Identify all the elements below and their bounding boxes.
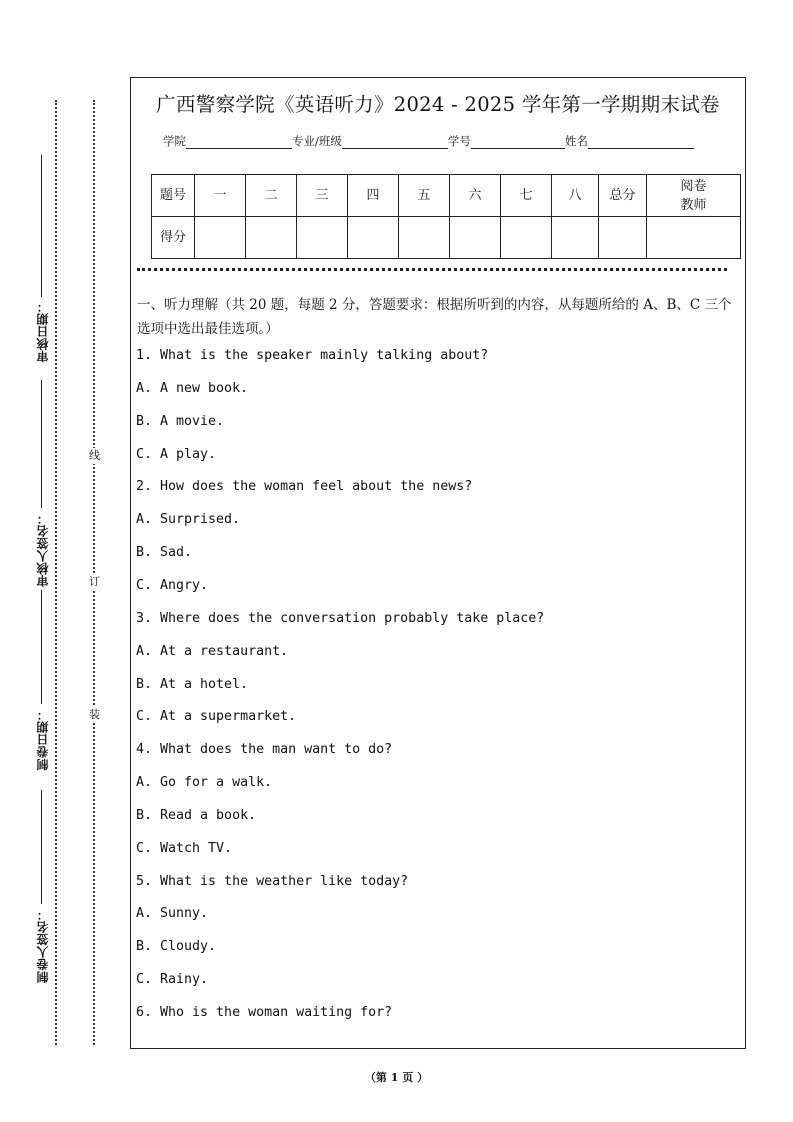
score-cell-total[interactable] [599,217,647,259]
answer-option: B. A movie. [136,413,225,429]
answer-option: C. Angry. [136,577,209,593]
exam-frame [130,77,746,1049]
name-field[interactable] [588,136,694,149]
score-cell-6[interactable] [450,217,501,259]
college-field[interactable] [186,136,292,149]
answer-option: B. Read a book. [136,807,257,823]
student-id-label: 学号 [447,134,471,148]
exam-title: 广西警察学院《英语听力》2024 - 2025 学年第一学期期末试卷 [156,93,720,116]
question-text: 3. Where does the conversation probably take place? [136,610,545,626]
name-label: 姓名 [564,134,588,148]
score-cell-4[interactable] [348,217,399,259]
maker-sign-label: 制卷人签名： [36,908,50,983]
answer-option: C. Watch TV. [136,840,233,856]
major-label: 专业/班级 [292,134,342,148]
major-field[interactable] [342,136,448,149]
question-text: 4. What does the man want to do? [136,742,393,758]
answer-option: C. Rainy. [136,972,209,988]
score-col-4: 四 [348,175,399,217]
score-table [151,174,741,259]
answer-option: B. At a hotel. [136,676,249,692]
score-col-5: 五 [399,175,450,217]
question-number-header: 题号 [152,175,195,217]
review-date-label: 审核日期： [36,300,50,363]
score-row-header: 得分 [152,217,195,259]
answer-option: A. Go for a walk. [136,775,273,791]
score-col-grader [647,175,741,217]
student-id-field[interactable] [471,136,565,149]
score-col-7: 七 [501,175,552,217]
question-text: 2. How does the woman feel about the news? [136,479,473,495]
score-cell-2[interactable] [246,217,297,259]
answer-option: B. Sad. [136,545,193,561]
answer-option: A. At a restaurant. [136,643,289,659]
score-col-1: 一 [195,175,246,217]
score-col-total: 总分 [599,175,647,217]
score-col-8: 八 [552,175,599,217]
binding-char-line: 线 [89,449,100,462]
score-cell-8[interactable] [552,217,599,259]
answer-option: B. Cloudy. [136,939,217,955]
binding-char-pack: 装 [89,708,100,721]
outer-dotted-line [55,100,57,1045]
answer-option: C. A play. [136,446,217,462]
question-text: 6. Who is the woman waiting for? [136,1005,393,1020]
section-heading: 一、听力理解（共 20 题，每题 2 分，答题要求：根据所听到的内容，从每题所给的 A、B、C 三个选项中选出最佳选项。） [137,297,732,337]
make-date-label: 制卷日期： [36,708,50,771]
binding-char-order: 订 [89,575,100,588]
answer-option: C. At a supermarket. [136,709,297,725]
score-cell-3[interactable] [297,217,348,259]
student-info-row [163,133,694,149]
score-cell-5[interactable] [399,217,450,259]
answer-option: A. A new book. [136,380,249,396]
answer-option: A. Surprised. [136,512,241,528]
question-text: 1. What is the speaker mainly talking about? [136,348,489,363]
score-cell-1[interactable] [195,217,246,259]
college-label: 学院 [163,134,186,148]
maker-sign-line [41,790,42,904]
score-col-2: 二 [246,175,297,217]
page-number: （第 1 页 ） [364,1071,429,1084]
score-col-6: 六 [450,175,501,217]
reviewer-sign-label: 审核人签名： [36,512,50,587]
grader-label: 阅卷教师 [680,178,707,213]
score-cell-grader[interactable] [647,217,741,259]
binding-dotted-line [93,100,95,1045]
reviewer-sign-line [41,380,42,508]
score-cell-7[interactable] [501,217,552,259]
make-date-line [41,590,42,704]
score-col-3: 三 [297,175,348,217]
cut-dotted-line [137,268,727,271]
answer-option: A. Sunny. [136,906,209,922]
review-date-line [41,155,42,297]
question-text: 5. What is the weather like today? [136,873,409,889]
